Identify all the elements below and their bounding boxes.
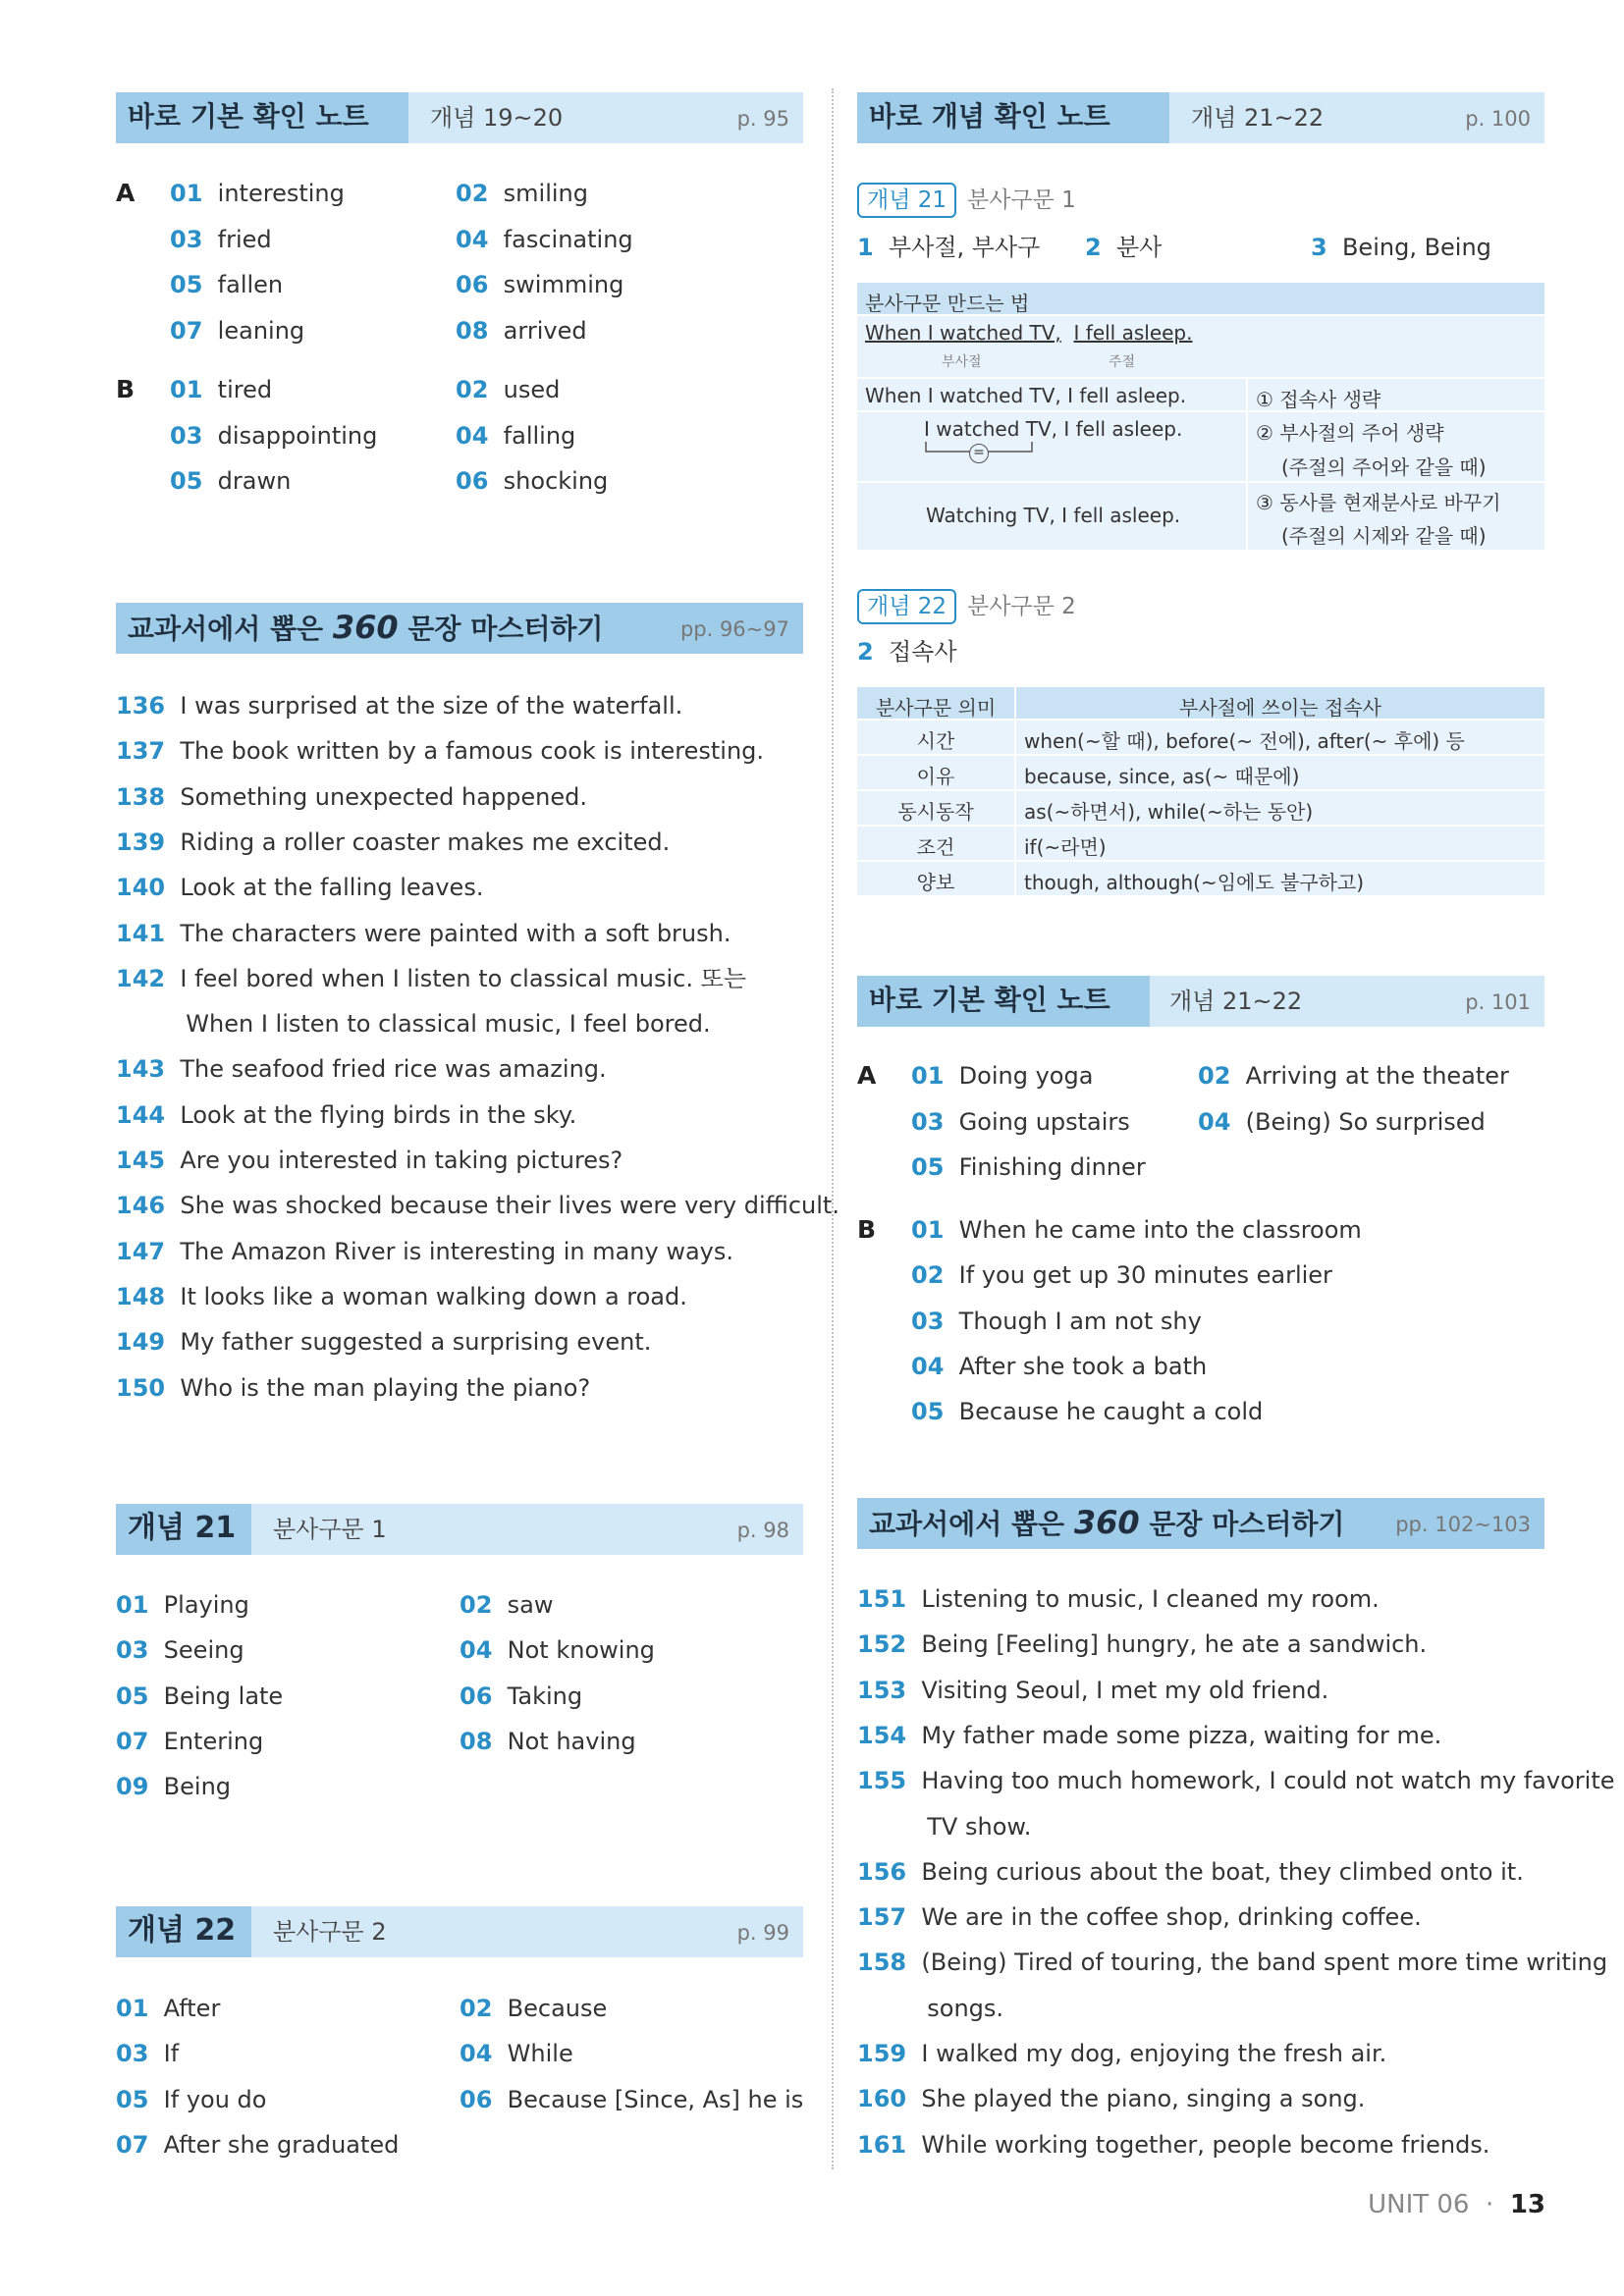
sentence-item [116, 1281, 687, 1312]
meaning-cell: 양보 [916, 871, 955, 894]
item-number: 03 [911, 1307, 945, 1335]
concept-tag-21: 개념 21 [857, 183, 956, 218]
item-number: 143 [116, 1055, 166, 1084]
answer-item [456, 420, 575, 452]
answer-item [911, 1351, 1207, 1382]
item-number: 05 [116, 2085, 149, 2113]
item-number: 04 [460, 1636, 493, 1665]
section-subtitle: 분사구문 2 [273, 1918, 387, 1946]
answer-item [911, 1151, 1146, 1183]
answer-item [456, 269, 623, 300]
step-3-sentence: Watching TV, I fell asleep. [926, 504, 1181, 527]
sentence-item [116, 1326, 651, 1358]
sentence-item [116, 1053, 607, 1085]
item-text: arrived [503, 316, 587, 345]
answer-item [1198, 1060, 1509, 1092]
answer-item: 2 접속사 [857, 638, 957, 666]
item-number: 136 [116, 692, 166, 720]
answer-item [116, 1681, 283, 1712]
item-number: 05 [170, 467, 203, 495]
item-text: If you get up 30 minutes earlier [958, 1261, 1332, 1290]
sentence-item [116, 1190, 839, 1221]
sentence-item [857, 1629, 1427, 1660]
answer-item [456, 224, 633, 255]
item-text: interesting [217, 180, 345, 207]
meaning-cell: 동시동작 [897, 800, 974, 824]
answer-item [460, 2084, 803, 2115]
sentence-item [857, 1583, 1380, 1615]
item-number: 04 [456, 225, 489, 253]
sentence-item [116, 918, 731, 949]
item-text: My father made some pizza, waiting for me. [921, 1721, 1442, 1749]
item-number: 01 [911, 1216, 945, 1244]
sentence-item [116, 872, 483, 903]
page-number: 13 [1509, 2190, 1545, 2219]
item-text: Seeing [163, 1636, 244, 1665]
sentence-item [857, 2083, 1365, 2114]
answer-item [170, 224, 272, 255]
item-text: Being [163, 1773, 232, 1801]
answer-item: 1 부사절, 부사구 [857, 234, 1041, 261]
item-text: Doing yoga [958, 1062, 1094, 1090]
item-number: 02 [456, 180, 489, 207]
item-number: 147 [116, 1237, 166, 1265]
sentence-item [116, 1236, 733, 1267]
item-number: 154 [857, 1721, 907, 1749]
answer-item: 2 분사 [1085, 234, 1163, 261]
item-text: When he came into the classroom [958, 1216, 1362, 1244]
item-number: 145 [116, 1147, 166, 1174]
item-number: 06 [456, 271, 489, 298]
answer-item [460, 1634, 655, 1666]
page-ref: pp. 96~97 [679, 617, 789, 641]
item-text: Not having [507, 1727, 636, 1755]
item-text: After [163, 1995, 221, 2022]
item-number: 156 [857, 1857, 907, 1886]
group-label-b: B [857, 1215, 877, 1244]
item-text: My father suggested a surprising event. [180, 1328, 652, 1357]
conjunction-cell: as(~하면서), while(~하는 동안) [1024, 800, 1314, 824]
sentence-item [116, 1372, 590, 1404]
item-text: Riding a roller coaster makes me excited. [180, 828, 671, 856]
item-text: Being [Feeling] hungry, he ate a sandwich. [921, 1630, 1428, 1659]
item-text: drawn [217, 467, 292, 495]
answer-item [456, 374, 560, 405]
answer-item [911, 1106, 1130, 1138]
item-number: 04 [456, 421, 489, 450]
page-ref: p. 101 [1465, 990, 1531, 1014]
item-text: Going upstairs [958, 1107, 1130, 1136]
item-text: TV show. [927, 1812, 1032, 1841]
item-number: 09 [116, 1773, 149, 1801]
item-number: 153 [857, 1676, 907, 1704]
conjunction-cell: though, although(~임에도 불구하고) [1024, 871, 1365, 894]
item-text: Look at the falling leaves. [180, 874, 484, 902]
answer-item [170, 269, 283, 300]
item-text: fried [217, 225, 272, 253]
item-number: 157 [857, 1903, 907, 1932]
section-title: 개념 21 [128, 1511, 237, 1545]
item-number: 148 [116, 1282, 166, 1310]
item-text: used [503, 376, 561, 403]
item-text: The seafood fried rice was amazing. [180, 1055, 607, 1084]
page-ref: p. 99 [736, 1921, 789, 1945]
section-header-concept-check-100 [857, 92, 1544, 143]
item-number: 01 [170, 376, 203, 403]
page-ref: pp. 102~103 [1395, 1513, 1531, 1536]
answer-item [170, 374, 272, 405]
item-text: saw [507, 1591, 554, 1619]
answer-item [911, 1259, 1332, 1291]
item-number: 05 [116, 1682, 149, 1710]
concept-tag-22: 개념 22 [857, 589, 956, 624]
sentence-item [857, 1947, 1607, 1978]
section-title: 교과서에서 뽑은 360 문장 마스터하기 [128, 609, 604, 646]
item-number: 146 [116, 1192, 166, 1220]
item-text: falling [503, 421, 576, 450]
item-text: After she graduated [163, 2130, 400, 2159]
item-text: Something unexpected happened. [180, 782, 587, 811]
item-number: 03 [170, 225, 203, 253]
answer-item [911, 1396, 1263, 1427]
answer-item [116, 1589, 249, 1621]
item-text: (Being) Tired of touring, the band spent more time writing [921, 1949, 1608, 1977]
item-text: Being curious about the boat, they climbed onto it. [921, 1857, 1524, 1886]
sentence-item [857, 1901, 1422, 1933]
item-number: 155 [857, 1767, 907, 1795]
item-text: We are in the coffee shop, drinking coffee. [921, 1903, 1422, 1932]
item-text: I feel bored when I listen to classical music. 또는 [180, 964, 747, 992]
section-header-concept-22 [116, 1906, 803, 1957]
item-number: 04 [460, 2040, 493, 2068]
item-text: shocking [503, 467, 609, 495]
sentence-item [857, 1675, 1328, 1706]
item-number: 150 [116, 1373, 166, 1402]
item-number: 06 [456, 467, 489, 495]
sentence-item [171, 1008, 711, 1040]
col-header-meaning: 분사구문 의미 [875, 696, 997, 720]
answer-item [116, 2084, 266, 2115]
answer-item [116, 1634, 244, 1666]
item-text: She was shocked because their lives were very difficult. [180, 1192, 839, 1220]
answer-item [460, 1993, 607, 2024]
section-header-master-102 [857, 1498, 1544, 1549]
item-text: Listening to music, I cleaned my room. [921, 1585, 1380, 1613]
section-title: 바로 기본 확인 노트 [128, 100, 369, 133]
answer-item [460, 1726, 636, 1757]
answer-item [911, 1214, 1362, 1246]
answer-item [116, 2038, 179, 2069]
answer-item: 3 Being, Being [1311, 234, 1491, 261]
answer-item [460, 1681, 582, 1712]
section-subtitle: 개념 21~22 [1191, 104, 1325, 132]
item-text: songs. [927, 1994, 1004, 2022]
concept-tag-21-subtitle: 분사구문 1 [967, 187, 1076, 213]
answer-item [456, 465, 608, 497]
section-header-basic-check-95 [116, 92, 803, 143]
sentence-item [857, 1765, 1615, 1796]
section-subtitle: 개념 21~22 [1169, 988, 1303, 1015]
item-number: 04 [1198, 1107, 1231, 1136]
answer-item [456, 315, 587, 347]
item-number: 02 [456, 376, 489, 403]
section-title: 바로 개념 확인 노트 [869, 100, 1110, 133]
table-heading: 분사구문 만드는 법 [865, 292, 1030, 315]
sentence-item [912, 1811, 1031, 1842]
item-text: Arriving at the theater [1245, 1062, 1509, 1090]
column-divider [832, 88, 834, 2169]
answer-item [170, 315, 304, 347]
answer-item [460, 1589, 554, 1621]
sentence-item [116, 1145, 623, 1176]
item-text: I walked my dog, enjoying the fresh air. [921, 2040, 1387, 2067]
item-number: 160 [857, 2085, 907, 2113]
item-number: 03 [116, 2040, 149, 2068]
item-number: 07 [116, 1727, 149, 1755]
answer-item [170, 178, 345, 209]
answer-item [1198, 1106, 1486, 1138]
label-main-clause: 주절 [1109, 354, 1136, 370]
item-number: 06 [460, 1682, 493, 1710]
section-header-basic-check-101 [857, 976, 1544, 1027]
item-number: 144 [116, 1100, 166, 1129]
page-ref: p. 100 [1465, 107, 1531, 131]
item-number: 04 [911, 1352, 945, 1380]
answer-item [116, 1771, 231, 1802]
item-number: 138 [116, 782, 166, 811]
sentence-item [116, 781, 587, 813]
item-text: When I listen to classical music, I feel bored. [186, 1010, 711, 1039]
item-number: 142 [116, 964, 166, 992]
item-text: tired [217, 376, 273, 403]
sentence-item [116, 690, 682, 721]
item-text: The book written by a famous cook is interesting. [180, 737, 765, 766]
item-number: 05 [170, 271, 203, 298]
item-number: 07 [116, 2130, 149, 2159]
item-number: 149 [116, 1328, 166, 1357]
sentence-item [116, 963, 746, 994]
step-3-rule: ③ 동사를 현재분사로 바꾸기 [1256, 491, 1501, 514]
item-text: Because he caught a cold [958, 1398, 1264, 1426]
item-number: 161 [857, 2130, 907, 2159]
item-number: 151 [857, 1585, 907, 1613]
item-number: 137 [116, 737, 166, 766]
step-2-sentence: I watched TV, I fell asleep. [924, 417, 1183, 441]
step-2-condition: (주절의 주어와 같을 때) [1281, 455, 1487, 479]
section-title: 바로 기본 확인 노트 [869, 984, 1110, 1016]
item-text: smiling [503, 180, 589, 207]
answer-item [911, 1060, 1093, 1092]
meaning-cell: 조건 [916, 835, 955, 859]
item-text: If [163, 2040, 180, 2068]
footer-separator: · [1486, 2190, 1494, 2219]
item-text: Finishing dinner [958, 1153, 1146, 1181]
conjunction-cell: because, since, as(~ 때문에) [1024, 765, 1300, 788]
sentence-item [857, 2038, 1386, 2069]
step-1-rule: ① 접속사 생략 [1256, 388, 1381, 411]
item-text: fallen [217, 271, 284, 298]
answer-item [170, 465, 291, 497]
section-subtitle: 개념 19~20 [430, 104, 564, 132]
item-number: 05 [911, 1153, 945, 1181]
step-2-rule: ② 부사절의 주어 생략 [1256, 421, 1444, 445]
answer-item [911, 1306, 1202, 1337]
step-1-sentence: When I watched TV, I fell asleep. [865, 384, 1187, 407]
group-label-a: A [116, 179, 135, 207]
item-number: 05 [911, 1398, 945, 1426]
item-number: 08 [456, 316, 489, 345]
item-number: 02 [1198, 1062, 1231, 1090]
sentence-item [857, 1856, 1524, 1888]
item-number: 03 [116, 1636, 149, 1665]
item-text: Not knowing [507, 1636, 655, 1665]
item-text: It looks like a woman walking down a road. [180, 1282, 687, 1310]
item-text: Look at the flying birds in the sky. [180, 1100, 577, 1129]
item-text: The Amazon River is interesting in many ways. [180, 1237, 733, 1265]
item-number: 03 [911, 1107, 945, 1136]
item-text: The characters were painted with a soft brush. [180, 919, 731, 947]
item-number: 159 [857, 2040, 907, 2067]
item-number: 158 [857, 1949, 907, 1977]
item-text: Playing [163, 1591, 249, 1619]
col-header-conjunction: 부사절에 쓰이는 접속사 [1179, 696, 1381, 720]
answer-item [460, 2038, 573, 2069]
item-text: swimming [503, 271, 624, 298]
section-title: 교과서에서 뽑은 360 문장 마스터하기 [869, 1504, 1345, 1541]
meaning-cell: 이유 [916, 765, 955, 788]
answer-item [116, 2129, 399, 2161]
item-number: 01 [116, 1995, 149, 2022]
sentence-item [857, 2129, 1489, 2161]
item-text: I was surprised at the size of the waterfall. [180, 692, 683, 720]
page-ref: p. 98 [736, 1519, 789, 1542]
item-number: 08 [460, 1727, 493, 1755]
sentence-item [912, 1993, 1003, 2024]
item-number: 06 [460, 2085, 493, 2113]
concept-tag-22-subtitle: 분사구문 2 [967, 594, 1076, 619]
item-text: While working together, people become friends. [921, 2130, 1490, 2159]
section-subtitle: 분사구문 1 [273, 1516, 387, 1543]
group-label-b: B [116, 375, 135, 403]
page-footer [1368, 2185, 1545, 2224]
answer-item [116, 1993, 220, 2024]
item-text: Though I am not shy [958, 1307, 1202, 1335]
sentence-item [116, 735, 764, 767]
item-number: 02 [911, 1261, 945, 1290]
item-text: She played the piano, singing a song. [921, 2085, 1366, 2113]
item-number: 02 [460, 1995, 493, 2022]
item-text: Visiting Seoul, I met my old friend. [921, 1676, 1329, 1704]
item-text: After she took a bath [958, 1352, 1208, 1380]
item-number: 01 [911, 1062, 945, 1090]
item-number: 02 [460, 1591, 493, 1619]
step-3-condition: (주절의 시제와 같을 때) [1281, 524, 1487, 548]
conjunction-cell: if(~라면) [1024, 835, 1107, 859]
item-text: Having too much homework, I could not watch my favorite [921, 1767, 1615, 1795]
item-number: 141 [116, 919, 166, 947]
answer-item [456, 178, 588, 209]
item-text: Who is the man playing the piano? [180, 1373, 591, 1402]
item-text: Entering [163, 1727, 264, 1755]
sentence-item [857, 1720, 1441, 1751]
example-sentence: When I watched TV, I fell asleep. [865, 321, 1193, 345]
answer-item [170, 420, 377, 452]
sentence-item [116, 827, 670, 858]
section-header-concept-21 [116, 1504, 803, 1555]
item-text: (Being) So surprised [1245, 1107, 1486, 1136]
meaning-cell: 시간 [916, 729, 955, 753]
item-number: 140 [116, 874, 166, 902]
item-text: If you do [163, 2085, 267, 2113]
item-text: leaning [217, 316, 305, 345]
item-text: Being late [163, 1682, 284, 1710]
item-text: Taking [507, 1682, 583, 1710]
item-text: While [507, 2040, 573, 2068]
equals-symbol: = [969, 444, 989, 463]
item-number: 152 [857, 1630, 907, 1659]
sentence-item [116, 1099, 576, 1131]
item-number: 139 [116, 828, 166, 856]
item-number: 01 [116, 1591, 149, 1619]
section-header-master-96 [116, 603, 803, 654]
item-text: fascinating [503, 225, 633, 253]
label-adverb-clause: 부사절 [942, 354, 982, 370]
conjunction-cell: when(~할 때), before(~ 전에), after(~ 후에) 등 [1024, 729, 1465, 753]
answer-item [116, 1726, 263, 1757]
item-text: Because [507, 1995, 608, 2022]
section-title: 개념 22 [128, 1913, 237, 1948]
item-text: Are you interested in taking pictures? [180, 1147, 623, 1174]
group-label-a: A [857, 1061, 877, 1090]
unit-label: UNIT 06 [1368, 2190, 1470, 2219]
item-text: disappointing [217, 421, 378, 450]
item-number: 07 [170, 316, 203, 345]
item-text: Because [Since, As] he is [507, 2085, 804, 2113]
item-number: 01 [170, 180, 203, 207]
item-number: 03 [170, 421, 203, 450]
page-ref: p. 95 [736, 107, 789, 131]
